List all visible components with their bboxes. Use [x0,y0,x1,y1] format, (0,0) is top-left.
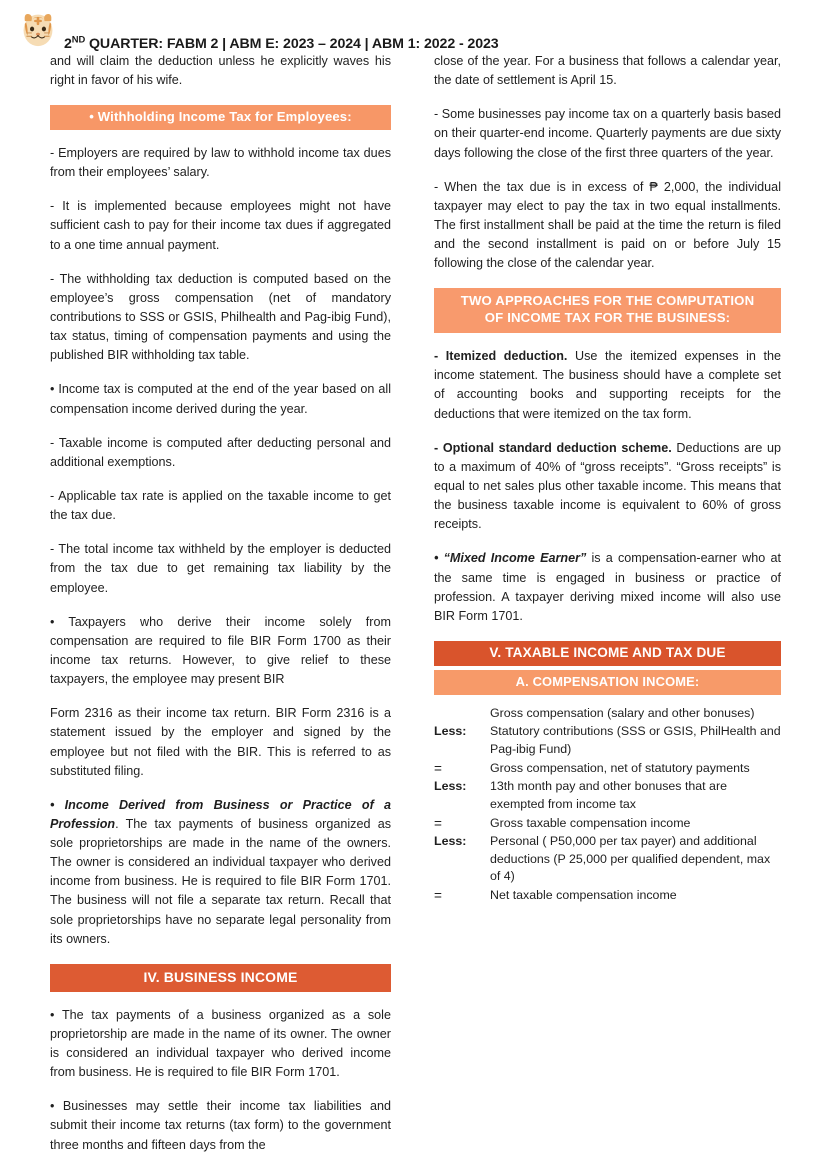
paragraph-income-derived [50,796,391,949]
paragraph: Form 2316 as their income tax return. BIR Form 2316 is a statement issued by the employer and signed by the employee but not filed with the BIR. This is referred to as substituted filing. [50,706,391,778]
row-operator: = [434,888,442,904]
table-row [434,815,781,834]
paragraph: - Employers are required by law to withhold income tax dues from their employees’ salary. [50,145,391,180]
banner-taxable-income-and-tax-due: V. TAXABLE INCOME AND TAX DUE [434,641,781,666]
banner-two-approaches-line1: TWO APPROACHES FOR THE COMPUTATION [460,293,755,309]
paragraph: - Taxable income is computed after deducting personal and additional exemptions. [50,435,391,469]
paragraph-itemized-deduction [434,347,781,424]
row-operator: Less: [434,834,467,849]
banner-compensation-income: A. COMPENSATION INCOME: [434,670,781,694]
row-operator: Less: [434,779,467,794]
right-column [434,52,781,906]
row-description: 13th month pay and other bonuses that are exempted from income tax [490,779,727,811]
banner-withholding-income-tax: • Withholding Income Tax for Employees: [50,105,391,130]
page-title-rest: QUARTER: FABM 2 | ABM E: 2023 – 2024 | ABM 1: 2022 - 2023 [85,36,499,52]
paragraph: • Taxpayers who derive their income solely from compensation are required to file BIR Form 1700 as their income tax returns. However, to give relief to these taxpayers, the employee may present BIR [50,614,391,687]
compensation-computation-body [434,705,781,906]
income-derived-lead: • Income Derived from Business or Practice of a Profession [50,797,391,831]
page-title-number: 2 [64,36,72,52]
left-column [50,52,391,1155]
paragraph-mixed-income-earner [434,549,781,626]
paragraph: • The tax payments of a business organized as a sole proprietorship are made in the name of its owner. The owner is considered an individual taxpayer who derived income from business. He is required to file BIR Form 1701. [50,1007,391,1080]
row-operator [434,705,488,724]
row-description: Statutory contributions (SSS or GSIS, PhilHealth and Pag-ibig Fund) [490,724,781,757]
mixed-income-earner-rest: is a compensation-earner who at the same time is engaged in business or practice of profession. A taxpayer deriving mixed income will also use BIR Form 1701. [434,551,781,623]
paragraph-optional-standard-deduction [434,439,781,535]
row-operator: = [434,760,442,776]
table-row [434,833,781,887]
paragraph: - It is implemented because employees might not have sufficient cash to pay for their income tax dues if aggregated to a one time annual payment. [50,199,391,252]
paragraph: • Businesses may settle their income tax liabilities and submit their income tax returns (tax form) to the government three months and fifteen days from the [50,1099,391,1152]
banner-two-approaches [434,288,781,333]
paragraph-continued-left: and will claim the deduction unless he explicitly waves his right in favor of his wife. [50,54,391,88]
row-description: Personal ( P50,000 per tax payer) and additional deductions (P 25,000 per qualified dependent, max of 4) [490,834,771,884]
paragraph: - The total income tax withheld by the employer is deducted from the tax due to get remaining tax liability by the employee. [50,542,391,595]
row-description: Gross compensation, net of statutory payments [490,760,750,775]
table-row [434,887,781,906]
page-title-ordinal-suffix: ND [71,33,86,45]
paragraph: - Some businesses pay income tax on a quarterly basis based on their quarter-end income. Quarterly payments are due sixty days following the close of the first three quarters of the year. [434,107,781,160]
row-operator: Less: [434,724,467,739]
banner-two-approaches-line2: OF INCOME TAX FOR THE BUSINESS: [484,310,731,326]
paragraph-continued-right: close of the year. For a business that follows a calendar year, the date of settlement is April 15. [434,54,781,88]
table-row [434,723,781,759]
table-row [434,760,781,779]
page-title [64,33,499,52]
table-row [434,705,781,724]
row-operator: = [434,815,442,831]
mixed-income-earner-lead: • “Mixed Income Earner” [434,551,587,566]
banner-business-income: IV. BUSINESS INCOME [50,964,391,992]
row-description: Gross taxable compensation income [490,815,691,830]
row-description: Net taxable compensation income [490,888,677,903]
paragraph: • Income tax is computed at the end of the year based on all compensation income derived during the year. [50,382,391,416]
row-description: Gross compensation (salary and other bonuses) [490,705,755,720]
table-row [434,778,781,814]
paragraph: - When the tax due is in excess of ₱ 2,000, the individual taxpayer may elect to pay the tax in two equal installments. The first installment shall be paid at the time the return is filed and the second installment is paid on or before July 15 following the close of the calendar year. [434,179,781,271]
itemized-deduction-rest: Use the itemized expenses in the income statement. The business should have a complete set of accounting books and supporting receipts for the deductions that were itemized on the tax form. [434,349,781,421]
paragraph: - Applicable tax rate is applied on the taxable income to get the tax due. [50,488,391,523]
itemized-deduction-lead: - Itemized deduction. [434,349,568,364]
paragraph: - The withholding tax deduction is computed based on the employee’s gross compensation (net of mandatory contributions to SSS or GSIS, Philhealth and Pag-ibig Fund), tax status, timing of compensation payments and using the published BIR withholding tax table. [50,271,391,363]
compensation-computation-table [434,705,781,906]
tiger-face-avatar-icon [17,8,59,50]
optional-deduction-lead: - Optional standard deduction scheme. [434,440,672,455]
income-derived-rest: . The tax payments of business organized as sole proprietorships are made in the name of the owners. The owner is considered an individual taxpayer who derived income from business. He is required to file BIR Form 1701. The business will not file a separate tax return. Recall that sole proprietorships have no separate legal personality from its owners. [50,816,391,946]
optional-deduction-rest: Deductions are up to a maximum of 40% of “gross receipts”. “Gross receipts” is equal to net sales plus other taxable income. This means that the business taxable income is equivalent to 60% of gross receipts. [434,440,782,532]
page-header [0,0,828,58]
